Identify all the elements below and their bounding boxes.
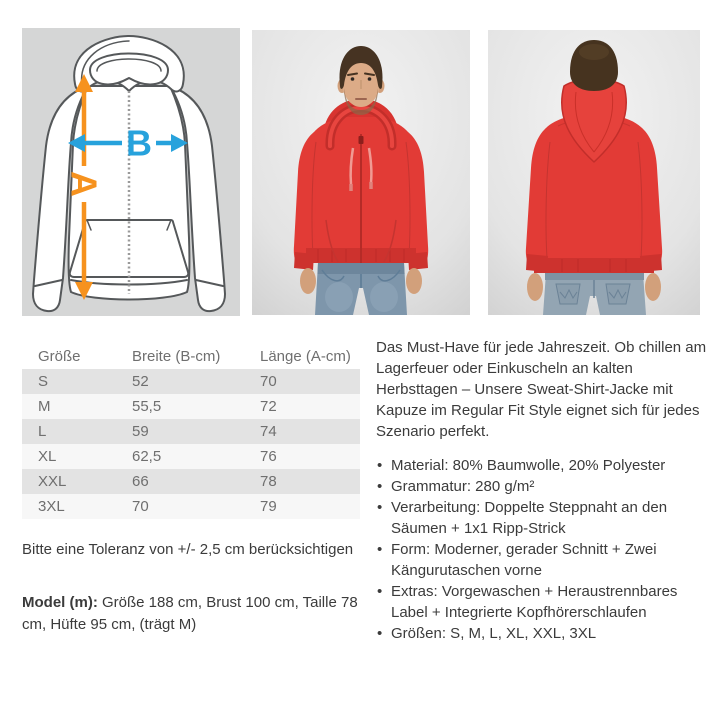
table-row [22,369,360,394]
size-info-column [22,344,360,636]
feature-item [376,581,716,623]
laenge-cell: 72 [260,398,277,415]
model-head-back [570,40,618,91]
feature-text: Verarbeitung: Doppelte Steppnaht an den Säumen + 1x1 Ripp-Strick [391,499,668,537]
hoodie-measurement-diagram [22,28,240,316]
measurement-label-a: A [63,171,105,197]
breite-cell: 52 [132,373,149,390]
feature-text: Extras: Vorgewaschen + Heraustrennbares Label + Integrierte Kopfhörerschlaufen [391,583,678,621]
table-row [22,469,360,494]
model-details: Größe 188 cm, Brust 100 cm, Taille 78 cm, Hüfte 95 cm, (trägt M) [22,594,358,633]
table-row [22,394,360,419]
feature-item [376,623,716,644]
size-cell: 3XL [38,498,65,515]
column-header-breite: Breite (B-cm) [132,348,221,365]
breite-cell: 59 [132,423,149,440]
laenge-cell: 76 [260,448,277,465]
description-intro: Das Must-Have für jede Jahreszeit. Ob chillen am Lagerfeuer oder Einkuscheln an kalten Herbsttagen – Unsere Sweat-Shirt-Jacke mit Kapuze im Regular Fit Style eignet sich für jedes Szenario perfekt. [376,339,707,440]
hoodie-hem-band-back [534,258,654,273]
front-photo-image [252,30,470,315]
size-cell: XXL [38,473,67,490]
feature-text: Grammatur: 280 g/m² [391,478,535,495]
column-header-groesse: Größe [38,348,81,365]
laenge-cell: 74 [260,423,277,440]
laenge-cell: 70 [260,373,277,390]
breite-cell: 66 [132,473,149,490]
size-cell: XL [38,448,57,465]
size-table-header-row [22,344,360,369]
feature-text: Material: 80% Baumwolle, 20% Polyester [391,457,666,474]
table-row [22,419,360,444]
model-label: Model (m): [22,594,98,611]
breite-cell: 70 [132,498,149,515]
model-measurements-note [22,592,360,636]
feature-list [376,455,716,644]
feature-item [376,455,716,476]
model-photo-front [252,30,470,315]
model-photo-back [488,30,700,315]
breite-cell: 55,5 [132,398,162,415]
column-header-laenge: Länge (A-cm) [260,348,351,365]
product-description-column [376,337,716,644]
table-row [22,444,360,469]
size-cell: M [38,398,51,415]
measurement-label-b: B [126,122,152,164]
breite-cell: 62,5 [132,448,162,465]
feature-text: Form: Moderner, gerader Schnitt + Zwei Kängurutaschen vorne [391,541,657,579]
feature-item [376,539,716,581]
tolerance-note: Bitte eine Toleranz von +/- 2,5 cm berücksichtigen [22,541,354,558]
feature-text: Größen: S, M, L, XL, XXL, 3XL [391,625,597,642]
feature-item [376,476,716,497]
hoodie-diagram-image [22,28,240,316]
size-table [22,344,360,519]
size-cell: L [38,423,47,440]
back-photo-image [488,30,700,315]
laenge-cell: 79 [260,498,277,515]
table-row [22,494,360,519]
feature-item [376,497,716,539]
laenge-cell: 78 [260,473,277,490]
size-cell: S [38,373,49,390]
